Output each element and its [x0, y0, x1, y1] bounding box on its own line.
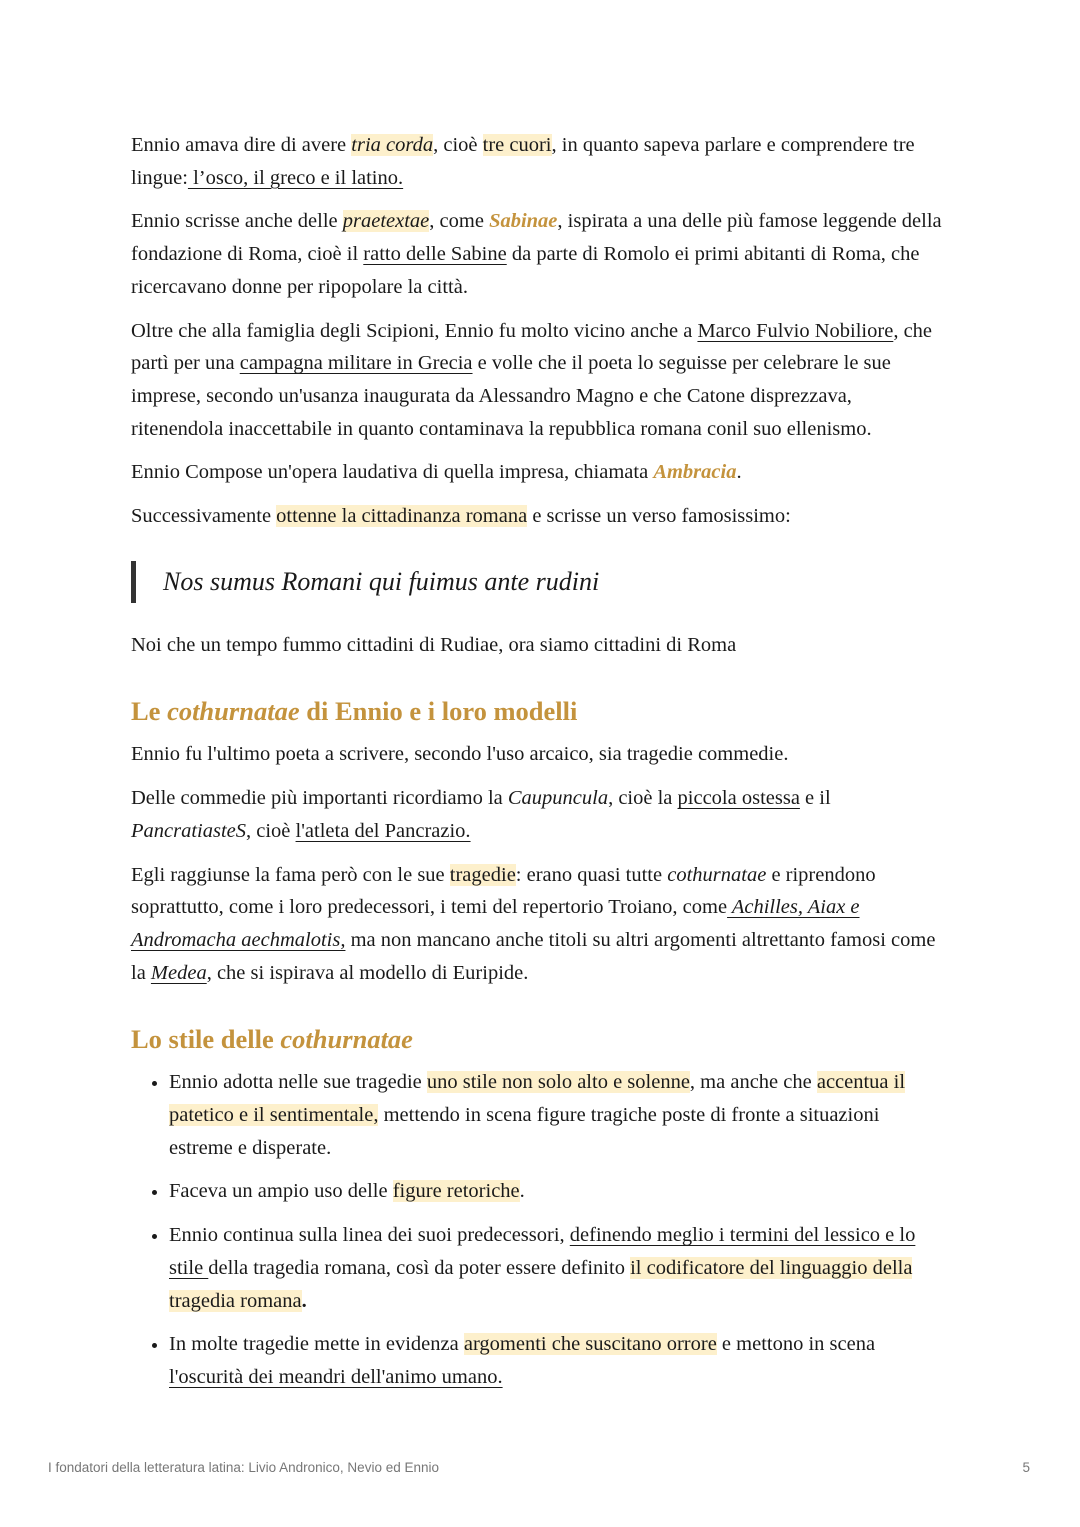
highlight: argomenti che suscitano orrore — [463, 1333, 717, 1356]
text: Egli raggiunse la fama però con le sue — [131, 863, 450, 886]
highlight-praetextae: praetextae — [342, 210, 430, 233]
text: e riprendono soprattutto, come i loro predecessori, i temi del repertorio Troiano, come — [131, 863, 876, 919]
section-heading-stile — [131, 1022, 946, 1056]
text: In molte tragedie mette in evidenza — [169, 1333, 464, 1356]
underline-atleta: l'atleta del Pancrazio. — [295, 819, 471, 842]
underline-ratto-sabine: ratto delle Sabine — [363, 243, 507, 266]
paragraph-nobiliore — [131, 315, 946, 446]
text: , ma anche che — [689, 1071, 817, 1094]
highlight: figure retoriche — [392, 1180, 520, 1203]
paragraph-tragedie — [131, 859, 946, 990]
paragraph-tria-corda — [131, 129, 946, 194]
text: Ennio amava dire di avere — [131, 134, 352, 156]
footer-title: I fondatori della letteratura latina: Livio Andronico, Nevio ed Ennio — [48, 1460, 439, 1475]
underline-nobiliore: Marco Fulvio Nobiliore — [697, 319, 894, 342]
highlight: accentua il patetico e il sentimentale, — [169, 1071, 906, 1127]
text: . — [736, 461, 742, 484]
text: Ennio adotta nelle sue tragedie — [169, 1071, 427, 1094]
list-item — [169, 1219, 946, 1317]
text: della tragedia romana, così da poter essere definito — [208, 1256, 631, 1279]
underline: definendo meglio i termini del lessico e lo stile — [169, 1224, 916, 1279]
text: Faceva un ampio uso delle — [169, 1180, 393, 1203]
text: , ispirata a una delle più famose leggende della fondazione di Roma, cioè il — [131, 210, 942, 266]
paragraph-ultimo-poeta: Ennio fu l'ultimo poeta a scrivere, secondo l'uso arcaico, sia tragedie commedie. — [131, 743, 789, 766]
highlight-cittadinanza: ottenne la cittadinanza romana — [276, 505, 528, 528]
text: Oltre che alla famiglia degli Scipioni, Ennio fu molto vicino anche a — [131, 319, 698, 342]
translation: Noi che un tempo fummo cittadini di Rudiae, ora siamo cittadini di Roma — [131, 633, 737, 656]
text: Ennio continua sulla linea dei suoi predecessori, — [169, 1224, 570, 1247]
text: e volle che il poeta lo seguisse per celebrare le sue imprese, secondo un'usanza inaugurata da Alessandro Magno e che Catone disprezzava, ritenendola inaccettabile in quanto contaminava la repubblica romana conil suo ellenismo. — [131, 352, 891, 440]
underline-ostessa: piccola ostessa — [677, 787, 800, 810]
text: , in quanto sapeva parlare e comprendere tre lingue: — [131, 134, 915, 189]
title-caupuncula: Caupuncula — [507, 787, 609, 810]
paragraph-cittadinanza — [131, 500, 946, 533]
text: Successivamente — [131, 505, 277, 528]
highlight: uno stile non solo alto e solenne — [426, 1071, 690, 1094]
text: , cioè — [246, 819, 296, 842]
underline-campagna: campagna militare in Grecia — [239, 352, 473, 375]
blockquote — [131, 561, 946, 603]
title-ambracia: Ambracia — [653, 461, 737, 484]
bullet-list — [131, 1066, 946, 1393]
title-sabinae: Sabinae — [489, 210, 558, 233]
title-pancratiastes: PancratiasteS — [131, 819, 247, 842]
text: di Ennio e i loro modelli — [299, 696, 578, 727]
text: Ennio Compose un'opera laudativa di quella impresa, chiamata — [131, 461, 654, 484]
text: . — [301, 1289, 307, 1312]
underline-titles: Achilles, Aiax e Andromacha aechmalotis, — [131, 896, 860, 951]
text: Delle commedie più importanti ricordiamo la — [131, 787, 508, 810]
list-item — [169, 1066, 946, 1164]
section-heading-cothurnatae — [131, 694, 946, 728]
list-item — [169, 1175, 946, 1208]
text: e mettono in scena — [716, 1333, 876, 1356]
highlight: il codificatore del linguaggio della tragedia romana — [169, 1256, 913, 1312]
underline-lingue: l’osco, il greco e il latino. — [187, 166, 404, 189]
highlight-tria-corda: tria corda — [351, 134, 434, 156]
text: Lo stile delle — [131, 1024, 281, 1055]
highlight-tragedie: tragedie — [449, 863, 516, 886]
text: Le — [131, 696, 168, 727]
paragraph-commedie — [131, 782, 946, 847]
list-item — [169, 1328, 946, 1393]
page-number: 5 — [1022, 1460, 1030, 1475]
text: . — [519, 1180, 525, 1203]
text: , come — [429, 210, 490, 233]
paragraph-ambracia — [131, 456, 946, 489]
underline: l'oscurità dei meandri dell'animo umano. — [169, 1365, 503, 1388]
text: : erano quasi tutte — [515, 863, 668, 886]
text: mettendo in scena figure tragiche poste di fronte a situazioni estreme e disperate. — [169, 1104, 880, 1159]
document-body — [131, 129, 946, 1405]
quote-text: Nos sumus Romani qui fuimus ante rudini — [163, 566, 600, 596]
text: , cioè la — [608, 787, 678, 810]
highlight-tre-cuori: tre cuori — [482, 134, 552, 156]
text: , che si ispirava al modello di Euripide. — [206, 961, 529, 984]
text: e il — [799, 787, 831, 810]
paragraph-praetextae — [131, 205, 946, 303]
text: cothurnatae — [167, 696, 300, 727]
text: ma non mancano anche titoli su altri argomenti altrettanto famosi come la — [131, 928, 936, 984]
text: da parte di Romolo ei primi abitanti di Roma, che ricercavano donne per ripopolare la città. — [131, 243, 920, 298]
text: e scrisse un verso famosissimo: — [527, 505, 791, 528]
text: cothurnatae — [667, 863, 767, 886]
text: Ennio scrisse anche delle — [131, 210, 343, 233]
text: cothurnatae — [280, 1024, 413, 1055]
underline-medea: Medea — [150, 961, 207, 984]
text: , cioè — [433, 134, 483, 156]
text: , che partì per una — [131, 319, 933, 375]
